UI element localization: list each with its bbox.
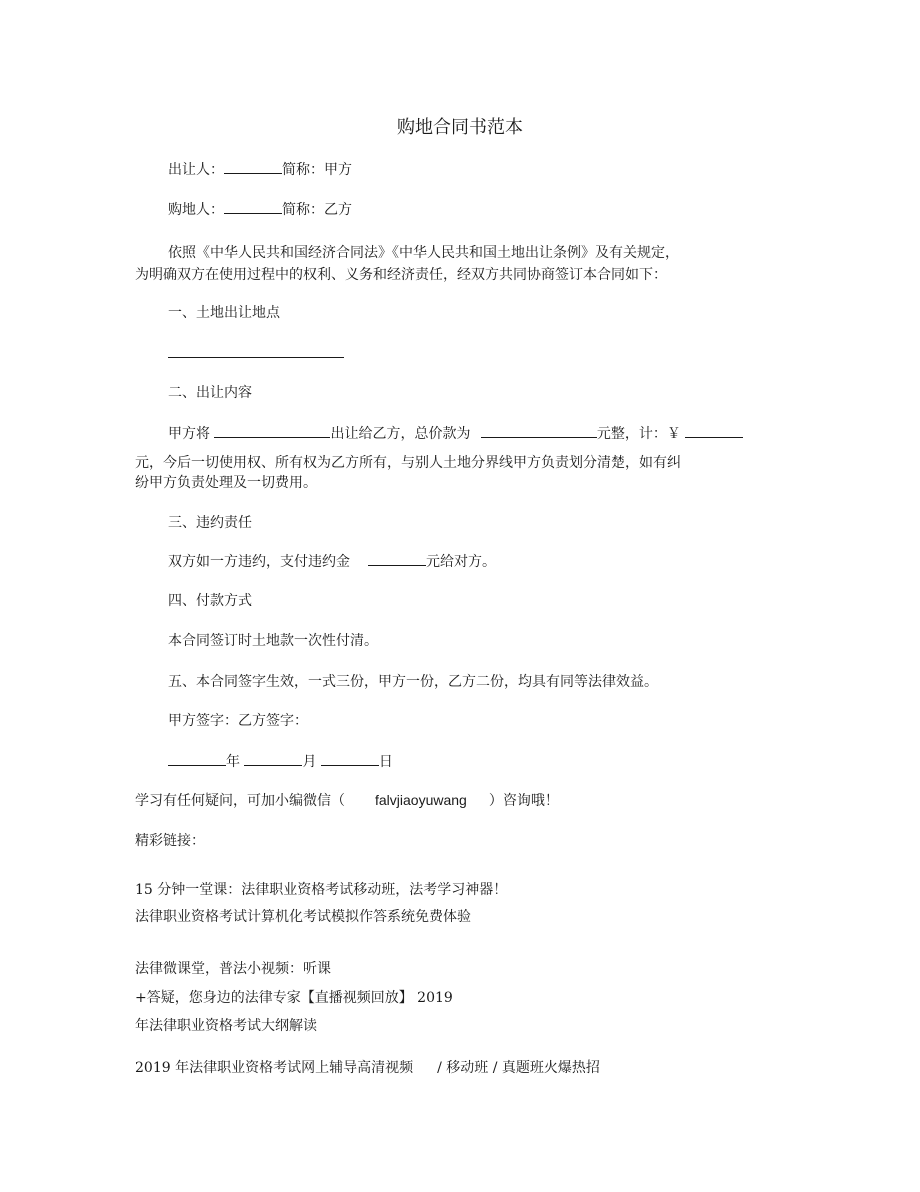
contact-line: [135, 791, 559, 810]
section-4-heading: 四、付款方式: [168, 593, 252, 609]
section-2-heading: 二、出让内容: [168, 385, 252, 401]
section-2-part-a: 甲方将: [168, 426, 210, 442]
contact-prefix: 学习有任何疑问，可加小编微信（: [135, 793, 345, 809]
signature-label: 甲方签字：乙方签字：: [168, 713, 308, 729]
link-computer-exam[interactable]: 法律职业资格考试计算机化考试模拟作答系统免费体验: [135, 909, 471, 925]
seller-name-blank: [224, 160, 282, 174]
section-3-part-b: 元给对方。: [426, 554, 496, 570]
links-label: 精彩链接：: [135, 833, 205, 849]
month-blank: [244, 752, 302, 766]
buyer-name-blank: [224, 200, 282, 214]
day-label: 日: [378, 754, 393, 770]
link-micro-class[interactable]: 法律微课堂，普法小视频：听课: [135, 961, 331, 977]
price-words-blank: [481, 424, 597, 438]
penalty-blank: [368, 552, 426, 566]
section-2-part-b: 出让给乙方，总价款为: [330, 426, 471, 442]
document-title: 购地合同书范本: [397, 117, 523, 138]
section-2-line-3: 纷甲方负责处理及一切费用。: [135, 475, 317, 491]
month-label: 月: [302, 754, 317, 770]
year-label: 年: [226, 754, 240, 770]
link-live-replay[interactable]: +答疑，您身边的法律专家【直播视频回放】 2019: [135, 990, 453, 1006]
buyer-suffix: 简称：乙方: [282, 202, 352, 218]
buyer-line: [168, 200, 352, 219]
preamble-line-2: 为明确双方在使用过程中的权利、义务和经济责任，经双方共同协商签订本合同如下：: [135, 267, 667, 283]
link-syllabus[interactable]: 年法律职业资格考试大纲解读: [135, 1018, 317, 1034]
year-blank: [168, 752, 226, 766]
section-3-heading: 三、违约责任: [168, 515, 252, 531]
section-2-part-c: 元整，计：￥: [596, 426, 681, 442]
section-3-part-a: 双方如一方违约，支付违约金: [168, 554, 350, 570]
seller-line: [168, 160, 352, 179]
seller-label: 出让人：: [168, 162, 224, 178]
section-1-heading: 一、土地出让地点: [168, 305, 280, 321]
section-5-text: 五、本合同签字生效，一式三份，甲方一份，乙方二份，均具有同等法律效益。: [168, 674, 658, 690]
section-2-line-1: [168, 424, 743, 443]
link-video-part-b: / 移动班 / 真题班火爆热招: [437, 1060, 600, 1076]
location-blank: [168, 343, 344, 358]
seller-suffix: 简称：甲方: [282, 162, 352, 178]
section-2-line-2: 元，今后一切使用权、所有权为乙方所有，与别人土地分界线甲方负责划分清楚，如有纠: [135, 455, 681, 471]
day-blank: [321, 752, 379, 766]
section-3-line: [168, 552, 496, 571]
buyer-label: 购地人：: [168, 202, 224, 218]
price-number-blank: [685, 424, 743, 438]
section-4-text: 本合同签订时土地款一次性付清。: [168, 633, 378, 649]
link-video-part-a: 2019 年法律职业资格考试网上辅导高清视频: [135, 1060, 414, 1076]
contact-suffix: ）咨询哦！: [488, 793, 559, 809]
preamble-line-1: 依照《中华人民共和国经济合同法》《中华人民共和国土地出让条例》及有关规定，: [168, 245, 679, 261]
link-mobile-class[interactable]: 15 分钟一堂课：法律职业资格考试移动班，法考学习神器！: [135, 882, 508, 898]
land-description-blank: [214, 424, 330, 438]
date-line: [168, 752, 393, 771]
wechat-id: falvjiaoyuwang: [375, 792, 467, 808]
link-video-courses[interactable]: [135, 1059, 600, 1077]
